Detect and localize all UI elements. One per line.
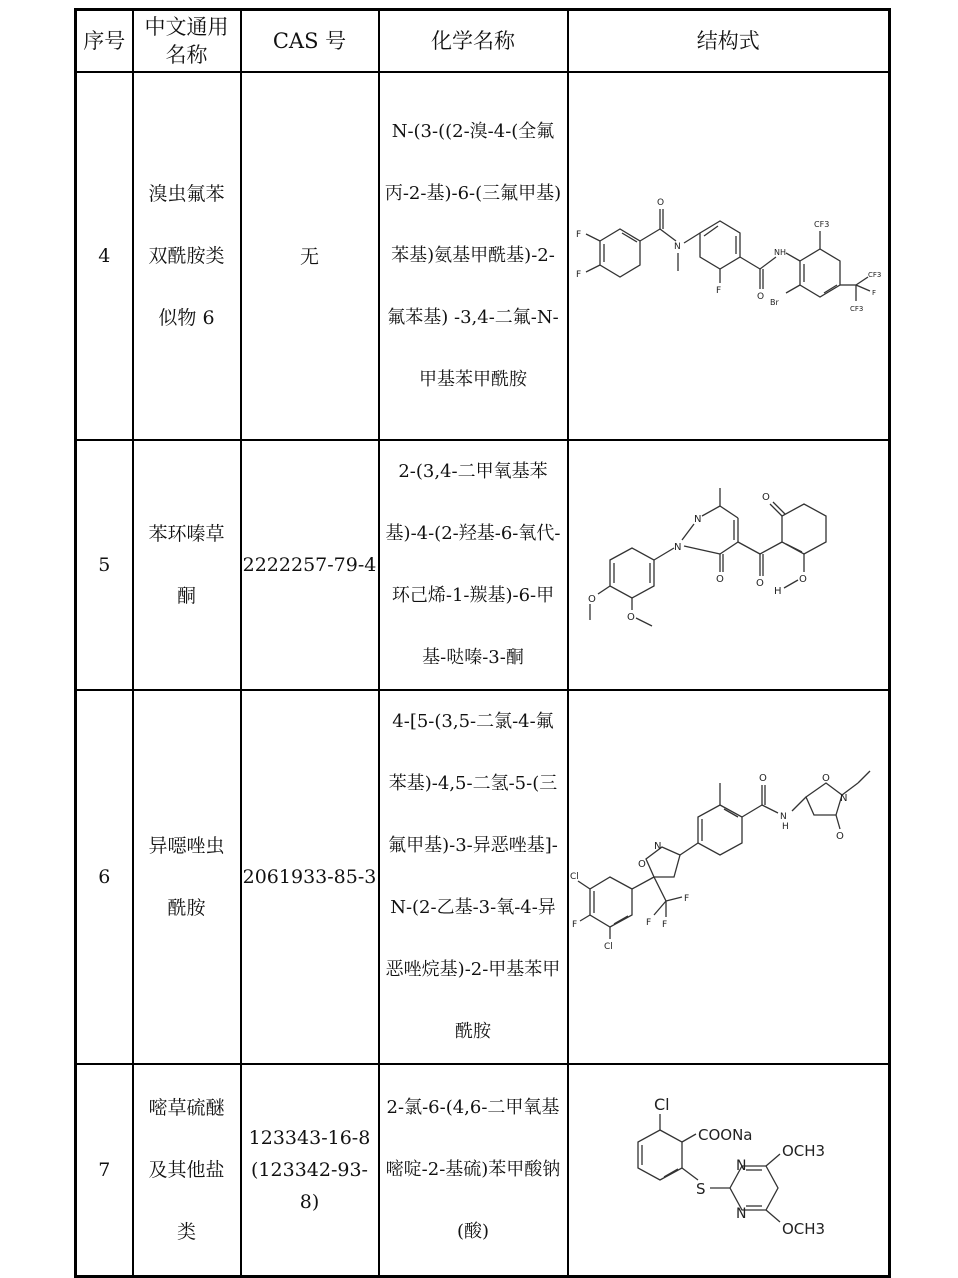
atom-label: O [822, 772, 831, 784]
row-no: 7 [76, 1064, 133, 1277]
header-chem-name: 化学名称 [379, 10, 568, 72]
atom-label: S [696, 1179, 706, 1198]
atom-label: CF3 [814, 219, 830, 229]
atom-label: Cl [570, 871, 580, 882]
row-common-name: 溴虫氟苯双酰胺类似物 6 [133, 72, 241, 440]
atom-label: Br [770, 297, 780, 307]
atom-label: N [736, 1157, 747, 1174]
table-row [76, 72, 890, 440]
atom-label: F [572, 919, 578, 930]
atom-label: O [588, 593, 597, 605]
structure-diagram-7 [570, 1090, 886, 1250]
atom-label: O [657, 197, 665, 208]
atom-label: F [662, 919, 668, 930]
atom-label: F [576, 269, 582, 280]
row-chem-name: 2-氯-6-(4,6-二甲氧基嘧啶-2-基硫)苯甲酸钠(酸) [379, 1064, 568, 1277]
atom-label: Cl [604, 941, 614, 952]
atom-label: N [840, 792, 848, 804]
atom-label: CF3 [850, 304, 864, 313]
row-structure [568, 690, 890, 1064]
atom-label: O [757, 291, 765, 302]
atom-label: F [716, 285, 722, 296]
chemical-table [74, 8, 891, 1278]
atom-label: COONa [698, 1125, 753, 1144]
atom-label: NH [774, 247, 787, 257]
structure-diagram-5 [570, 480, 886, 650]
atom-label: O [627, 611, 636, 623]
atom-label: F [872, 288, 877, 297]
row-structure [568, 72, 890, 440]
atom-label: N [674, 241, 681, 252]
row-no: 6 [76, 690, 133, 1064]
header-structure: 结构式 [568, 10, 890, 72]
atom-label: N [654, 840, 662, 852]
atom-label: F [684, 893, 690, 904]
row-common-name: 异噁唑虫酰胺 [133, 690, 241, 1064]
row-structure [568, 440, 890, 690]
row-chem-name: 2-(3,4-二甲氧基苯基)-4-(2-羟基-6-氧代-环己烯-1-羰基)-6-甲基-哒嗪-3-酮 [379, 440, 568, 690]
row-structure [568, 1064, 890, 1277]
header-cas: CAS 号 [241, 10, 379, 72]
atom-label: O [759, 772, 768, 784]
atom-label: N [694, 513, 702, 525]
row-cas: 123343-16-8 (123342-93-8) [241, 1064, 379, 1277]
atom-label: O [799, 573, 808, 585]
table-row [76, 690, 890, 1064]
atom-label: N [674, 541, 682, 553]
atom-label: OCH3 [782, 1141, 826, 1160]
row-no: 4 [76, 72, 133, 440]
atom-label: N [780, 811, 787, 822]
row-cas: 2222257-79-4 [241, 440, 379, 690]
row-chem-name: 4-[5-(3,5-二氯-4-氟苯基)-4,5-二氢-5-(三氟甲基)-3-异恶唑基]-N-(2-乙基-3-氧-4-异恶唑烷基)-2-甲基苯甲酰胺 [379, 690, 568, 1064]
atom-label: F [576, 229, 582, 240]
row-common-name: 苯环嗪草酮 [133, 440, 241, 690]
table-header-row [76, 10, 890, 72]
atom-label: Cl [654, 1094, 670, 1114]
atom-label: N [736, 1205, 747, 1222]
atom-label: OCH3 [782, 1219, 826, 1238]
row-cas: 无 [241, 72, 379, 440]
table-row [76, 1064, 890, 1277]
atom-label: H [782, 821, 790, 832]
row-no: 5 [76, 440, 133, 690]
structure-diagram-4 [570, 191, 886, 321]
atom-label: H [774, 585, 782, 597]
atom-label: O [716, 573, 725, 585]
header-no: 序号 [76, 10, 133, 72]
atom-label: O [756, 577, 765, 589]
atom-label: O [638, 858, 647, 870]
table-row [76, 440, 890, 690]
header-common-name: 中文通用名称 [133, 10, 241, 72]
atom-label: CF3 [868, 270, 882, 279]
atom-label: O [762, 491, 771, 503]
structure-diagram-6 [570, 767, 886, 987]
atom-label: O [836, 830, 845, 842]
row-common-name: 嘧草硫醚及其他盐类 [133, 1064, 241, 1277]
row-cas: 2061933-85-3 [241, 690, 379, 1064]
row-chem-name: N-(3-((2-溴-4-(全氟丙-2-基)-6-(三氟甲基)苯基)氨基甲酰基)-2-氟苯基) -3,4-二氟-N-甲基苯甲酰胺 [379, 72, 568, 440]
atom-label: F [646, 917, 652, 928]
